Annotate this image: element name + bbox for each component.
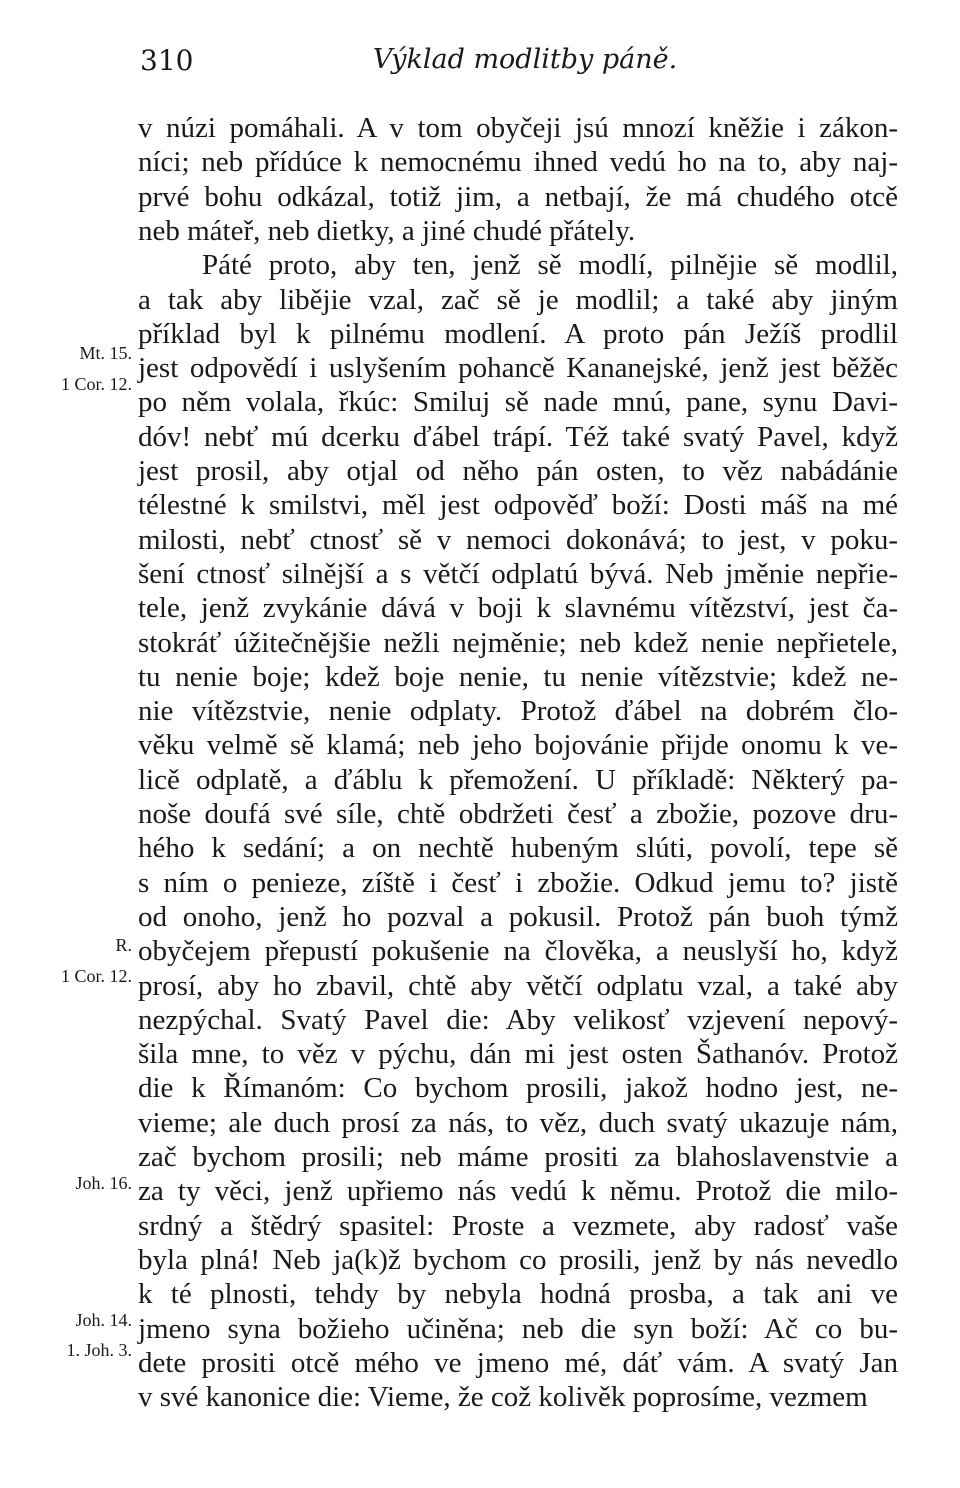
text-line: licě odplatě, a ďáblu k přemožení. U příkladě: Některý pa-: [138, 763, 898, 796]
text-line: jmeno syna božieho učiněna; neb die syn boží: Ač co bu-: [138, 1312, 898, 1345]
text-line: prosí, aby ho zbavil, chtě aby větčí odplatu vzal, a také aby: [138, 969, 898, 1002]
page-number: 310: [140, 44, 194, 77]
text-line: srdný a štědrý spasitel: Proste a vezmete, aby radosť vaše: [138, 1209, 898, 1242]
text-line: neb máteř, neb dietky, a jiné chudé přátely.: [138, 214, 636, 247]
text-line: za ty věci, jenž upřiemo nás vedú k němu. Protož die milo-: [138, 1175, 898, 1208]
page-header: [0, 44, 960, 84]
text-line: dete prositi otcě mého ve jmeno mé, dáť vám. A svatý Jan: [138, 1346, 898, 1379]
margin-note: 1. Joh. 3.: [66, 1340, 132, 1360]
margin-note: 1 Cor. 12.: [60, 374, 132, 394]
text-line: vieme; ale duch prosí za nás, to věz, duch svatý ukazuje nám,: [138, 1106, 898, 1139]
margin-note: Joh. 14.: [75, 1310, 132, 1330]
margin-note: R.: [115, 935, 132, 955]
text-line: šení ctnosť silnější a s větčí odplatú bývá. Neb jměnie nepřie-: [138, 557, 898, 590]
text-line: byla plná! Neb ja(k)ž bychom co prosili, jenž by nás nevedlo: [138, 1243, 898, 1276]
text-line: Páté proto, aby ten, jenž sě modlí, pilnějie sě modlil,: [202, 249, 898, 282]
text-line: tele, jenž zvykánie dává v boji k slavnému vítězství, jest ča-: [138, 592, 898, 625]
text-line: s ním o penieze, zíště i česť i zbožie. Odkud jemu to? jistě: [138, 866, 898, 899]
text-line: noše doufá své síle, chtě obdržeti česť a zbožie, pozove dru-: [138, 798, 898, 830]
text-line: a tak aby libějie vzal, zač sě je modlil; a také aby jiným: [138, 283, 898, 316]
text-line: věku velmě sě klamá; neb jeho bojovánie přijde onomu k ve-: [138, 729, 898, 762]
text-line: od onoho, jenž ho pozval a pokusil. Protož pán buoh týmž: [138, 900, 898, 933]
margin-note: Joh. 16.: [75, 1173, 132, 1193]
text-line: dóv! nebť mú dcerku ďábel trápí. Též také svatý Pavel, když: [138, 420, 898, 453]
text-line: nezpýchal. Svatý Pavel die: Aby velikosť vzjevení nepový-: [138, 1003, 898, 1036]
running-title: Výklad modlitby páně.: [372, 44, 678, 75]
text-line: jest prosil, aby otjal od něho pán osten, to věz nabádánie: [138, 455, 898, 487]
text-line: níci; neb přídúce k nemocnému ihned vedú ho na to, aby naj-: [138, 146, 898, 179]
margin-note: 1 Cor. 12.: [60, 966, 132, 986]
text-line: prvé bohu odkázal, totiž jim, a netbají, že má chudého otcě: [138, 180, 898, 213]
text-line: nie vítězstvie, nenie odplaty. Protož ďábel na dobrém člo-: [138, 695, 898, 728]
text-line: příklad byl k pilnému modlení. A proto pán Ježíš prodlil: [138, 317, 898, 350]
margin-note: Mt. 15.: [79, 343, 132, 363]
text-line: zač bychom prosili; neb máme prositi za blahoslavenstvie a: [138, 1141, 898, 1173]
text-line: milosti, nebť ctnosť sě v nemoci dokonává; to jest, v poku-: [138, 523, 898, 556]
text-line: die k Římanóm: Co bychom prosili, jakož hodno jest, ne-: [138, 1072, 898, 1105]
text-line: télestné k smilstvi, měl jest odpověď boží: Dosti máš na mé: [138, 489, 898, 522]
text-line: tu nenie boje; kdež boje nenie, tu nenie vítězstvie; kdež ne-: [138, 660, 898, 693]
text-line: v núzi pomáhali. A v tom obyčeji jsú mnozí kněžie i zákon-: [138, 112, 898, 144]
text-line: šila mne, to věz v pýchu, dán mi jest osten Šathanóv. Protož: [138, 1038, 898, 1071]
text-line: obyčejem přepustí pokušenie na člověka, a neuslyší ho, když: [138, 935, 898, 968]
text-line: hého k sedání; a on nechtě hubeným slúti, povolí, tepe sě: [138, 832, 898, 865]
text-line: v své kanonice die: Vieme, že což kolivěk poprosíme, vezmem: [138, 1381, 868, 1414]
text-line: po něm volala, řkúc: Smiluj sě nade mnú, pane, synu Davi-: [138, 386, 898, 419]
text-line: jest odpovědí i uslyšením pohancě Kananejské, jenž jest běžěc: [138, 352, 898, 385]
text-line: k té plnosti, tehdy by nebyla hodná prosba, a tak ani ve: [138, 1278, 898, 1311]
text-line: stokráť úžitečnějšie nežli nejměnie; neb kdež nenie nepřietele,: [138, 626, 898, 659]
